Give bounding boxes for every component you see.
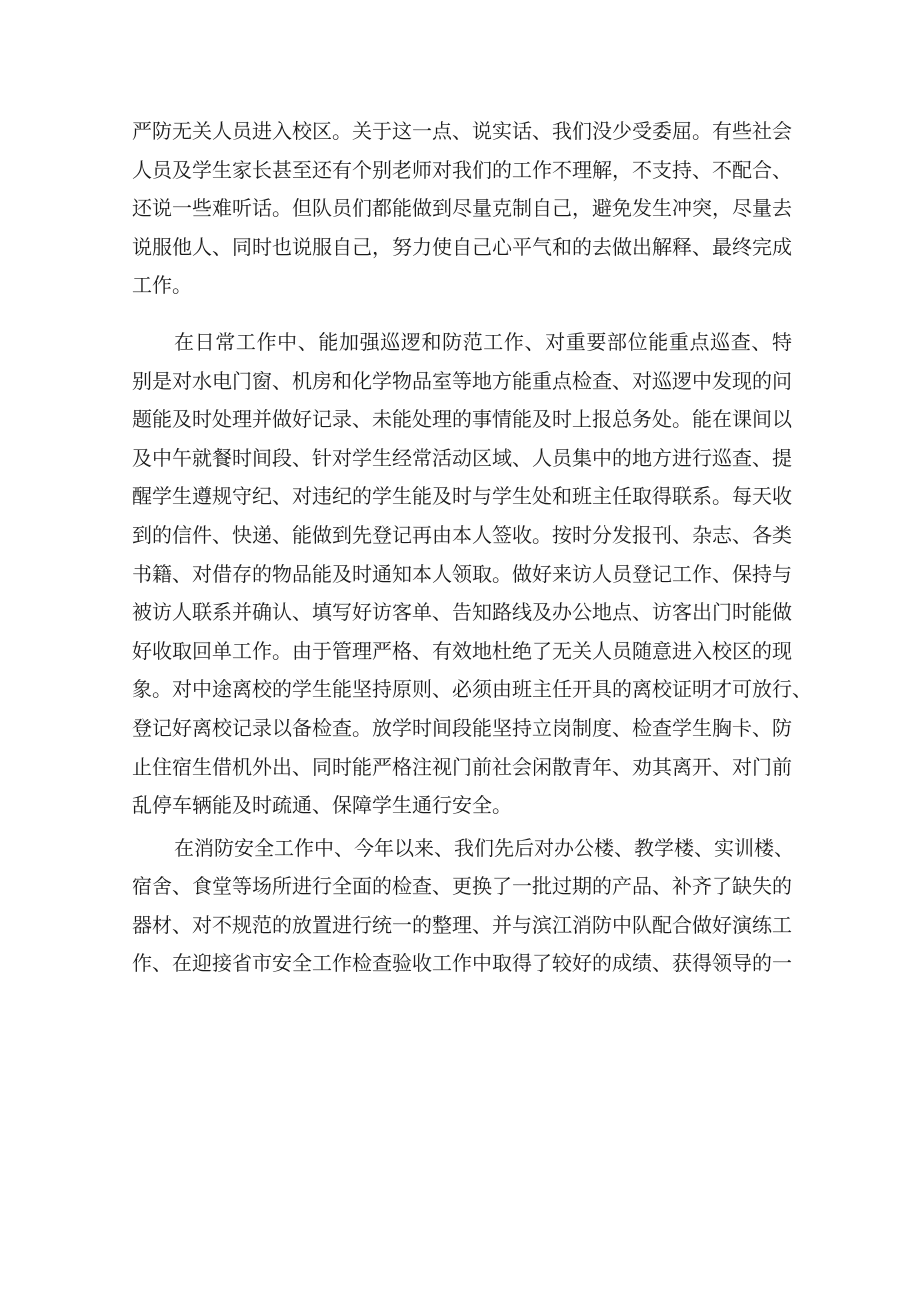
text-line: 工作。	[132, 273, 192, 298]
text-line: 在消防安全工作中、今年以来、我们先后对办公楼、教学楼、实训楼、	[174, 835, 794, 860]
text-line: 象。对中途离校的学生能坚持原则、必须由班主任开具的离校证明才可放行、	[132, 677, 812, 702]
text-line: 好收取回单工作。由于管理严格、有效地杜绝了无关人员随意进入校区的现	[132, 638, 792, 663]
text-line: 到的信件、快递、能做到先登记再由本人签收。按时分发报刊、杂志、各类	[132, 522, 792, 547]
paragraph-spacer	[132, 305, 792, 323]
paragraph-3	[132, 829, 792, 983]
paragraph-1	[132, 112, 792, 305]
text-line: 器材、对不规范的放置进行统一的整理、并与滨江消防中队配合做好演练工	[132, 912, 792, 937]
text-line: 说服他人、同时也说服自己，努力使自己心平气和的去做出解释、最终完成	[132, 234, 792, 259]
document-body	[132, 112, 812, 983]
text-line: 宿舍、食堂等场所进行全面的检查、更换了一批过期的产品、补齐了缺失的	[132, 874, 792, 899]
text-line: 被访人联系并确认、填写好访客单、告知路线及办公地点、访客出门时能做	[132, 600, 792, 625]
text-line: 及中午就餐时间段、针对学生经常活动区域、人员集中的地方进行巡查、提	[132, 445, 792, 470]
text-line: 止住宿生借机外出、同时能严格注视门前社会闲散青年、劝其离开、对门前	[132, 754, 792, 779]
text-line: 书籍、对借存的物品能及时通知本人领取。做好来访人员登记工作、保持与	[132, 561, 792, 586]
text-line: 乱停车辆能及时疏通、保障学生通行安全。	[132, 793, 512, 818]
text-line: 人员及学生家长甚至还有个别老师对我们的工作不理解，不支持、不配合、	[132, 157, 792, 182]
text-line: 别是对水电门窗、机房和化学物品室等地方能重点检查、对巡逻中发现的问	[132, 368, 792, 393]
text-line: 在日常工作中、能加强巡逻和防范工作、对重要部位能重点巡查、特	[174, 329, 792, 354]
paragraph-2	[132, 323, 812, 825]
text-line: 作、在迎接省市安全工作检查验收工作中取得了较好的成绩、获得领导的一	[132, 951, 792, 976]
text-line: 登记好离校记录以备检查。放学时间段能坚持立岗制度、检查学生胸卡、防	[132, 715, 792, 740]
text-line: 还说一些难听话。但队员们都能做到尽量克制自己，避免发生冲突，尽量去	[132, 196, 792, 221]
text-line: 题能及时处理并做好记录、未能处理的事情能及时上报总务处。能在课间以	[132, 407, 792, 432]
text-line: 醒学生遵规守纪、对违纪的学生能及时与学生处和班主任取得联系。每天收	[132, 484, 792, 509]
text-line: 严防无关人员进入校区。关于这一点、说实话、我们没少受委屈。有些社会	[132, 119, 792, 143]
